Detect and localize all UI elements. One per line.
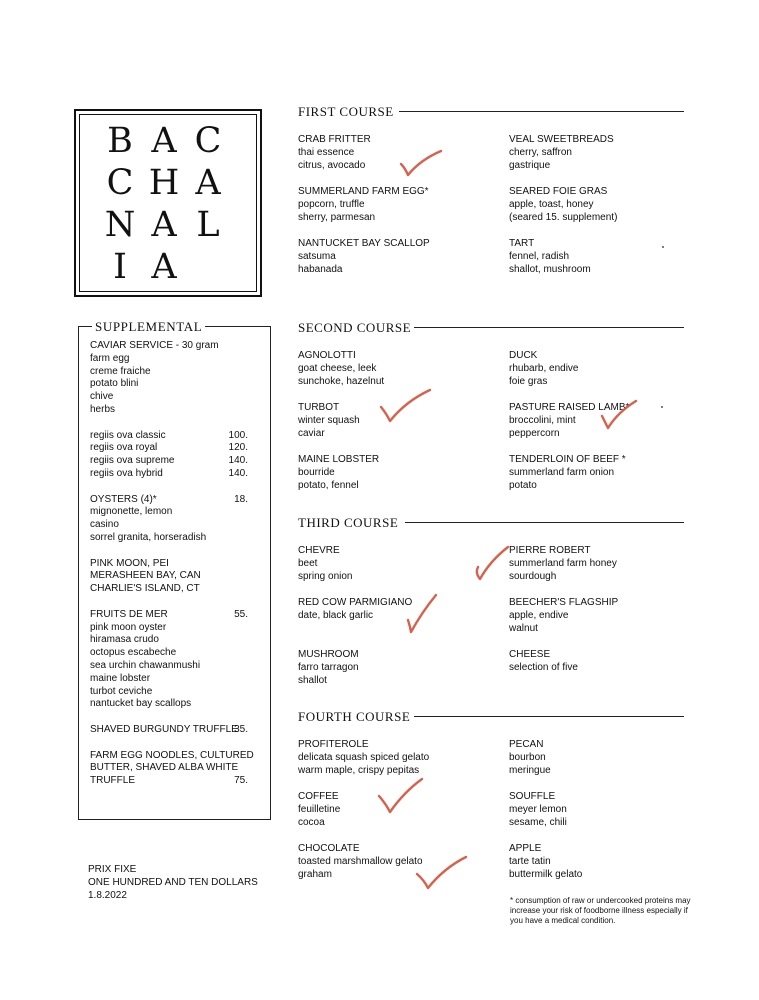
supplemental-item [90, 353, 248, 366]
supplemental-item [90, 558, 248, 571]
supplemental-item-price: 35. [234, 723, 248, 735]
supplemental-item-price: 55. [234, 608, 248, 620]
supplemental-item-text: nantucket bay scallops [90, 698, 192, 710]
dish-name: CHEESE [509, 649, 551, 660]
dish-description: meringue [509, 764, 551, 776]
checkmark-icon [472, 543, 512, 583]
supplemental-item [90, 622, 248, 635]
course-title: THIRD COURSE [298, 515, 399, 530]
dish-name: CHEVRE [298, 545, 340, 556]
supplemental-item [90, 417, 248, 430]
supplemental-item [90, 775, 248, 788]
dish-name: AGNOLOTTI [298, 350, 356, 361]
supplemental-item-text: regiis ova supreme [90, 455, 175, 467]
dish-description: toasted marshmallow gelato [298, 855, 423, 867]
dish-name: MUSHROOM [298, 649, 359, 660]
supplemental-item-text: pink moon oyster [90, 621, 167, 633]
supplemental-item [90, 532, 248, 545]
supplemental-item-text: SHAVED BURGUNDY TRUFFLE [90, 723, 238, 735]
course-divider [414, 327, 684, 328]
course-divider [405, 522, 684, 523]
supplemental-item-text: FARM EGG NOODLES, CULTURED [90, 749, 254, 761]
supplemental-item [90, 583, 248, 596]
menu-dish [298, 791, 340, 829]
supplemental-item [90, 647, 248, 660]
course-title: SECOND COURSE [298, 320, 412, 335]
course-divider [414, 716, 684, 717]
supplemental-item-text: octopus escabeche [90, 647, 177, 659]
menu-dish [509, 454, 626, 492]
supplemental-item-text: turbot ceviche [90, 685, 153, 697]
logo-letter: I [113, 247, 127, 287]
menu-dish [298, 739, 429, 777]
dish-description: winter squash [298, 414, 360, 426]
dish-description: broccolini, mint [509, 414, 576, 426]
dish-description: habanada [298, 263, 343, 275]
dish-description: tarte tatin [509, 855, 551, 867]
supplemental-item-text: regiis ova classic [90, 429, 166, 441]
logo-letter: N [104, 205, 136, 245]
dish-description: buttermilk gelato [509, 868, 583, 880]
dish-description: apple, endive [509, 609, 569, 621]
dish-name: RED COW PARMIGIANO [298, 597, 413, 608]
supplemental-item-text: sea urchin chawanmushi [90, 659, 201, 671]
supplemental-item [90, 545, 248, 558]
logo-row-3 [98, 205, 230, 245]
dish-description: caviar [298, 427, 325, 439]
dish-description: summerland farm honey [509, 557, 617, 569]
menu-dish [509, 134, 614, 172]
dish-name: SOUFFLE [509, 791, 556, 802]
supplemental-item-text: BUTTER, SHAVED ALBA WHITE [90, 762, 239, 774]
dish-name: MAINE LOBSTER [298, 454, 380, 465]
supplemental-item-text: chive [90, 391, 114, 403]
menu-dish [298, 454, 379, 492]
menu-dish [509, 791, 567, 829]
supplemental-item [90, 724, 248, 737]
supplemental-item-text: sorrel granita, horseradish [90, 531, 207, 543]
logo-letter: C [106, 163, 134, 203]
supplemental-item [90, 660, 248, 673]
menu-dish [298, 238, 430, 276]
supplemental-item [90, 430, 248, 443]
dish-description: gastrique [509, 159, 551, 171]
checkmark-icon [398, 148, 446, 178]
supplemental-item [90, 570, 248, 583]
supplemental-item-text: FRUITS DE MER [90, 608, 168, 620]
menu-dish [509, 843, 582, 881]
supplemental-item [90, 737, 248, 750]
supplemental-item-price: 140. [228, 467, 248, 479]
dish-name: PROFITEROLE [298, 739, 369, 750]
supplemental-item [90, 634, 248, 647]
supplemental-item [90, 378, 248, 391]
dish-description: potato [509, 479, 537, 491]
supplemental-list [90, 340, 254, 788]
supplemental-item-text: maine lobster [90, 672, 151, 684]
supplemental-item-text: farm egg [90, 352, 130, 364]
supplemental-item [90, 404, 248, 417]
supplemental-item-text: hiramasa crudo [90, 634, 159, 646]
supplemental-item-text: creme fraiche [90, 365, 151, 377]
menu-dish [509, 350, 579, 388]
dish-description: potato, fennel [298, 479, 359, 491]
dish-name: BEECHER'S FLAGSHIP [509, 597, 619, 608]
dish-description: warm maple, crispy pepitas [298, 764, 420, 776]
supplemental-item-text: TRUFFLE [90, 775, 135, 787]
dish-name: TENDERLOIN OF BEEF * [509, 454, 626, 465]
supplemental-item [90, 506, 248, 519]
supplemental-item-price: 75. [234, 775, 248, 787]
prix-fixe-price: ONE HUNDRED AND TEN DOLLARS [88, 876, 258, 888]
dish-name: PECAN [509, 739, 544, 750]
logo-letter: L [196, 205, 220, 245]
dish-name: CRAB FRITTER [298, 134, 371, 145]
supplemental-item [90, 366, 248, 379]
dish-name: CHOCOLATE [298, 843, 360, 854]
dish-name: DUCK [509, 350, 538, 361]
menu-dish [298, 597, 412, 623]
logo-letter: A [195, 163, 221, 203]
logo-row-2 [98, 163, 230, 203]
supplemental-item [90, 519, 248, 532]
dish-description: rhubarb, endive [509, 362, 579, 374]
course-title: FOURTH COURSE [298, 709, 411, 724]
course-divider [399, 111, 684, 112]
logo-row-1 [98, 121, 230, 161]
menu-dish [509, 238, 591, 276]
dish-description: bourride [298, 466, 335, 478]
menu-dish [298, 843, 423, 881]
menu-dish [298, 186, 429, 224]
supplemental-item-text: MERASHEEN BAY, CAN [90, 570, 201, 582]
supplemental-item [90, 698, 248, 711]
dish-name: NANTUCKET BAY SCALLOP [298, 238, 430, 249]
dish-description: citrus, avocado [298, 159, 366, 171]
dish-description: meyer lemon [509, 803, 567, 815]
restaurant-logo [74, 109, 262, 297]
supplemental-item-text: OYSTERS (4)* [90, 493, 157, 505]
dish-description: beet [298, 557, 318, 569]
logo-letter: H [148, 163, 180, 203]
dish-name: APPLE [509, 843, 542, 854]
dish-name: SUMMERLAND FARM EGG* [298, 186, 429, 197]
supplemental-item [90, 455, 248, 468]
prix-fixe-label: PRIX FIXE [88, 864, 137, 875]
supplemental-item-text: mignonette, lemon [90, 506, 173, 518]
checkmark-icon [414, 854, 470, 892]
menu-date: 1.8.2022 [88, 889, 127, 901]
dish-description: walnut [509, 622, 538, 634]
supplemental-item [90, 468, 248, 481]
menu-dish [509, 186, 617, 224]
dish-description: shallot, mushroom [509, 263, 591, 275]
dish-name: COFFEE [298, 791, 339, 802]
dish-description: summerland farm onion [509, 466, 615, 478]
dish-description: farro tarragon [298, 661, 359, 673]
supplemental-title: SUPPLEMENTAL [92, 319, 205, 335]
checkmark-icon [598, 398, 640, 432]
menu-dish [298, 649, 359, 687]
dish-description: bourbon [509, 751, 546, 763]
supplemental-item [90, 711, 248, 724]
dish-description: goat cheese, leek [298, 362, 377, 374]
dish-description: selection of five [509, 661, 578, 673]
stray-mark [661, 406, 663, 408]
dish-description: thai essence [298, 146, 355, 158]
dish-description: sunchoke, hazelnut [298, 375, 385, 387]
dish-description: popcorn, truffle [298, 198, 365, 210]
supplemental-item-text: CAVIAR SERVICE - 30 gram [90, 340, 219, 351]
menu-dish [509, 739, 551, 777]
logo-letter: A [151, 205, 177, 245]
dish-description: satsuma [298, 250, 336, 262]
dish-description: spring onion [298, 570, 353, 582]
supplemental-item [90, 762, 248, 775]
dish-name: PIERRE ROBERT [509, 545, 591, 556]
supplemental-item-price: 140. [228, 455, 248, 467]
supplemental-item-text: casino [90, 519, 119, 531]
dish-description: sesame, chili [509, 816, 567, 828]
dish-name: SEARED FOIE GRAS [509, 186, 608, 197]
dish-description: shallot [298, 674, 327, 686]
supplemental-item-price: 120. [228, 442, 248, 454]
supplemental-item [90, 596, 248, 609]
checkmark-icon [378, 387, 434, 425]
menu-dish [509, 545, 617, 583]
dish-description: sherry, parmesan [298, 211, 376, 223]
supplemental-item-text: PINK MOON, PEI [90, 557, 169, 569]
dish-description: fennel, radish [509, 250, 570, 262]
logo-letter: A [151, 247, 177, 287]
menu-dish [298, 134, 371, 172]
dish-description: cherry, saffron [509, 146, 572, 158]
supplemental-item [90, 442, 248, 455]
supplemental-item [90, 494, 248, 507]
menu-dish [298, 402, 360, 440]
supplemental-item-price: 100. [228, 429, 248, 441]
logo-row-4 [98, 247, 186, 287]
supplemental-item [90, 340, 248, 353]
dish-name: VEAL SWEETBREADS [509, 134, 614, 145]
dish-description: foie gras [509, 375, 548, 387]
logo-letter: B [107, 121, 133, 161]
dish-name: TART [509, 238, 535, 249]
logo-letter: C [194, 121, 222, 161]
dish-description: (seared 15. supplement) [509, 211, 618, 223]
supplemental-item [90, 609, 248, 622]
dish-description: delicata squash spiced gelato [298, 751, 430, 763]
menu-dish [298, 350, 384, 388]
prix-fixe-footer [88, 864, 258, 902]
course-title: FIRST COURSE [298, 104, 394, 119]
checkmark-icon [404, 592, 440, 636]
supplemental-item-text: potato blini [90, 378, 139, 390]
dish-name: PASTURE RAISED LAMB* [509, 402, 630, 413]
checkmark-icon [376, 776, 426, 816]
supplemental-item-text: regiis ova hybrid [90, 467, 163, 479]
supplemental-item [90, 686, 248, 699]
menu-dish [298, 545, 352, 583]
stray-mark [662, 246, 664, 248]
dish-description: feuilletine [298, 803, 341, 815]
dish-description: apple, toast, honey [509, 198, 594, 210]
dish-name: TURBOT [298, 402, 340, 413]
supplemental-item-price: 18. [234, 493, 248, 505]
menu-dish [509, 649, 578, 675]
dish-description: sourdough [509, 570, 557, 582]
dish-description: peppercorn [509, 427, 560, 439]
supplemental-item-text: CHARLIE'S ISLAND, CT [90, 583, 200, 595]
supplemental-item-text: herbs [90, 403, 116, 415]
logo-letter: A [151, 121, 177, 161]
dish-description: date, black garlic [298, 609, 374, 621]
dish-description: graham [298, 868, 332, 880]
dish-description: cocoa [298, 816, 325, 828]
supplemental-item [90, 481, 248, 494]
supplemental-item [90, 749, 254, 763]
menu-dish [509, 597, 618, 635]
supplemental-item [90, 673, 248, 686]
supplemental-item-text: regiis ova royal [90, 442, 158, 454]
health-disclaimer: * consumption of raw or undercooked proteins may increase your risk of foodborne illness especially if you have a medical condition. [510, 896, 691, 925]
supplemental-item [90, 391, 248, 404]
